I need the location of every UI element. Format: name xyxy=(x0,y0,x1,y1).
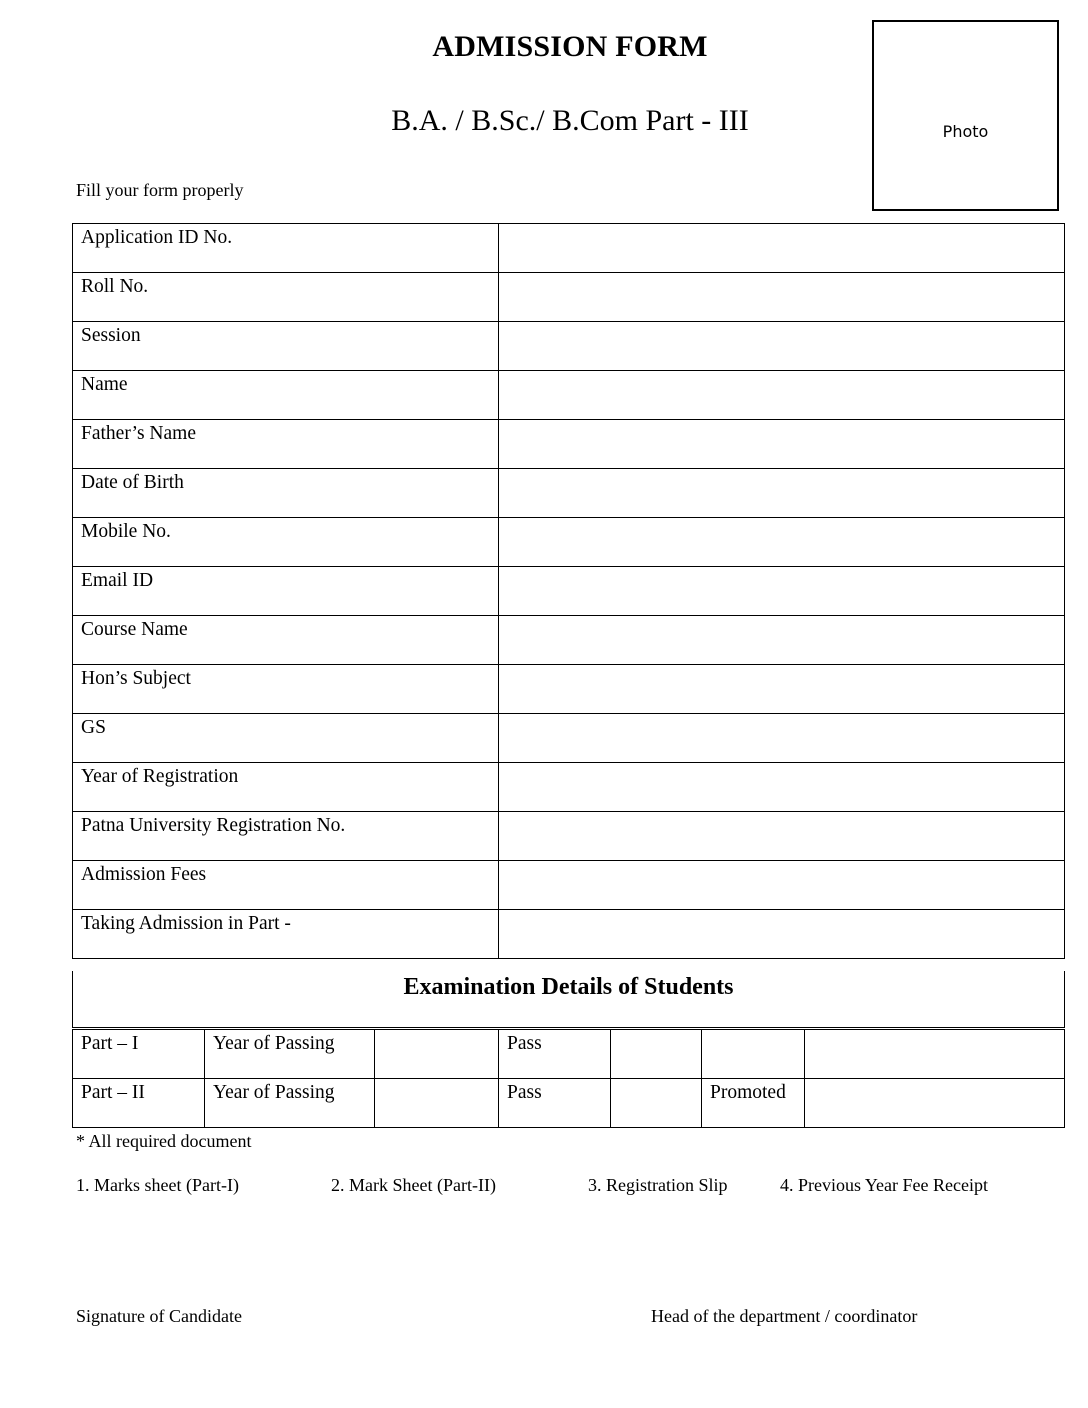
field-row-email-id xyxy=(73,567,1065,616)
field-label-mobile-no: Mobile No. xyxy=(73,518,499,567)
field-label-hons-subject: Hon’s Subject xyxy=(73,665,499,714)
field-label-fathers-name: Father’s Name xyxy=(73,420,499,469)
document-item-marks-sheet-1: 1. Marks sheet (Part-I) xyxy=(76,1175,239,1195)
candidate-signature-label: Signature of Candidate xyxy=(76,1306,242,1326)
field-label-admission-fees: Admission Fees xyxy=(73,861,499,910)
field-row-year-of-registration xyxy=(73,763,1065,812)
field-label-email-id: Email ID xyxy=(73,567,499,616)
field-row-name xyxy=(73,371,1065,420)
field-input-date-of-birth[interactable] xyxy=(499,469,1065,518)
field-label-application-id: Application ID No. xyxy=(73,224,499,273)
field-input-name[interactable] xyxy=(499,371,1065,420)
field-input-application-id[interactable] xyxy=(499,224,1065,273)
field-input-roll-no[interactable] xyxy=(499,273,1065,322)
field-label-gs: GS xyxy=(73,714,499,763)
field-input-admission-part[interactable] xyxy=(499,910,1065,959)
exam-year-label: Year of Passing xyxy=(205,1079,375,1128)
exam-year-input[interactable] xyxy=(375,1079,499,1128)
required-documents-note: * All required document xyxy=(76,1131,252,1151)
exam-status-input[interactable] xyxy=(805,1030,1065,1079)
exam-status-label: Promoted xyxy=(702,1079,805,1128)
field-label-roll-no: Roll No. xyxy=(73,273,499,322)
field-row-application-id xyxy=(73,224,1065,273)
form-title: ADMISSION FORM xyxy=(432,30,708,63)
exam-part-label: Part – II xyxy=(73,1079,205,1128)
student-details-table xyxy=(72,223,1065,959)
field-input-email-id[interactable] xyxy=(499,567,1065,616)
form-instruction: Fill your form properly xyxy=(76,180,244,200)
field-row-mobile-no xyxy=(73,518,1065,567)
field-row-gs xyxy=(73,714,1065,763)
field-input-admission-fees[interactable] xyxy=(499,861,1065,910)
exam-pass-label: Pass xyxy=(499,1030,611,1079)
exam-part-label: Part – I xyxy=(73,1030,205,1079)
field-input-registration-no[interactable] xyxy=(499,812,1065,861)
exam-year-input[interactable] xyxy=(375,1030,499,1079)
exam-row-part-1 xyxy=(73,1030,1065,1079)
exam-details-table xyxy=(72,1029,1065,1128)
document-item-marks-sheet-2: 2. Mark Sheet (Part-II) xyxy=(331,1175,496,1195)
field-input-gs[interactable] xyxy=(499,714,1065,763)
field-row-hons-subject xyxy=(73,665,1065,714)
field-label-admission-part: Taking Admission in Part - xyxy=(73,910,499,959)
field-label-year-of-registration: Year of Registration xyxy=(73,763,499,812)
field-input-year-of-registration[interactable] xyxy=(499,763,1065,812)
field-input-session[interactable] xyxy=(499,322,1065,371)
exam-details-heading-box xyxy=(72,971,1065,1028)
document-item-registration-slip: 3. Registration Slip xyxy=(588,1175,728,1195)
field-input-mobile-no[interactable] xyxy=(499,518,1065,567)
exam-pass-input[interactable] xyxy=(611,1030,702,1079)
field-row-roll-no xyxy=(73,273,1065,322)
photo-label: Photo xyxy=(942,122,989,141)
field-row-admission-part xyxy=(73,910,1065,959)
head-signature-label: Head of the department / coordinator xyxy=(651,1306,918,1326)
field-label-session: Session xyxy=(73,322,499,371)
field-input-fathers-name[interactable] xyxy=(499,420,1065,469)
photo-box[interactable] xyxy=(872,20,1059,211)
field-row-session xyxy=(73,322,1065,371)
field-input-hons-subject[interactable] xyxy=(499,665,1065,714)
document-item-fee-receipt: 4. Previous Year Fee Receipt xyxy=(780,1175,988,1195)
field-label-name: Name xyxy=(73,371,499,420)
field-row-admission-fees xyxy=(73,861,1065,910)
field-row-course-name xyxy=(73,616,1065,665)
field-label-course-name: Course Name xyxy=(73,616,499,665)
exam-pass-label: Pass xyxy=(499,1079,611,1128)
field-row-date-of-birth xyxy=(73,469,1065,518)
exam-pass-input[interactable] xyxy=(611,1079,702,1128)
exam-details-heading: Examination Details of Students xyxy=(403,974,734,1000)
form-subtitle: B.A. / B.Sc./ B.Com Part - III xyxy=(391,104,749,137)
exam-status-input[interactable] xyxy=(805,1079,1065,1128)
field-label-date-of-birth: Date of Birth xyxy=(73,469,499,518)
exam-row-part-2 xyxy=(73,1079,1065,1128)
field-label-registration-no: Patna University Registration No. xyxy=(73,812,499,861)
field-row-fathers-name xyxy=(73,420,1065,469)
field-row-registration-no xyxy=(73,812,1065,861)
exam-status-label xyxy=(702,1030,805,1079)
exam-year-label: Year of Passing xyxy=(205,1030,375,1079)
field-input-course-name[interactable] xyxy=(499,616,1065,665)
